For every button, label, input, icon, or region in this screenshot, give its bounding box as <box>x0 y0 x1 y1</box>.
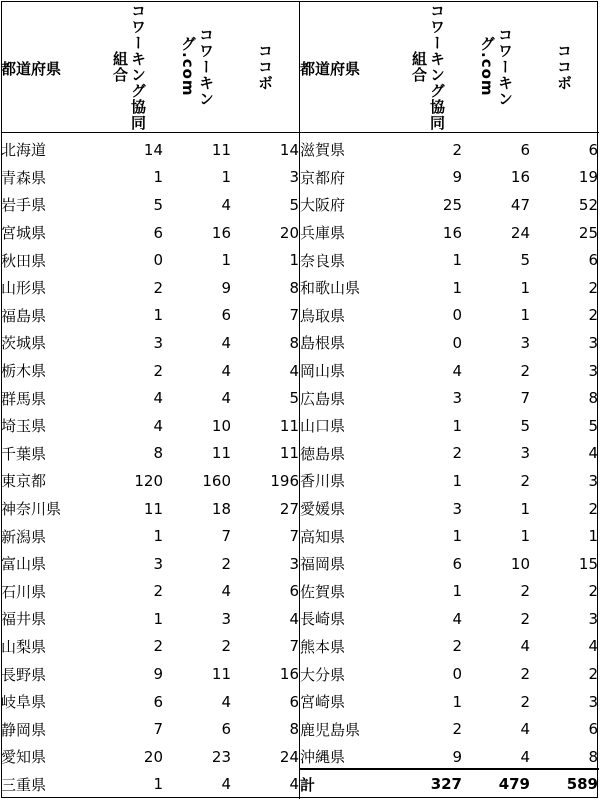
value-col2: 11 <box>211 444 231 463</box>
value-col3: 7 <box>289 306 299 325</box>
value-col3: 3 <box>289 554 299 573</box>
prefecture-cell: 岡山県 <box>300 362 346 381</box>
table-row <box>1 605 299 633</box>
prefecture-cell: 山梨県 <box>1 637 47 656</box>
value-col1: 0 <box>452 306 462 325</box>
value-col2: 4 <box>520 720 530 739</box>
value-col3: 27 <box>279 499 299 518</box>
value-col3: 6 <box>588 140 598 159</box>
value-col3: 2 <box>588 582 598 601</box>
value-col3: 8 <box>588 389 598 408</box>
value-col2: 23 <box>211 747 231 766</box>
value-col1: 1 <box>153 168 163 187</box>
prefecture-cell: 岐阜県 <box>1 693 47 712</box>
value-col2: 7 <box>520 389 530 408</box>
prefecture-cell: 大分県 <box>300 665 346 684</box>
prefecture-cell: 神奈川県 <box>1 500 62 519</box>
total-divider <box>300 768 599 770</box>
value-col3: 14 <box>279 140 299 159</box>
header-col3: ココボ <box>555 42 573 91</box>
prefecture-cell: 高知県 <box>300 527 346 546</box>
value-col1: 4 <box>452 361 462 380</box>
table-row <box>1 743 299 771</box>
value-col1: 9 <box>452 168 462 187</box>
value-col1: 1 <box>452 582 462 601</box>
value-col1: 2 <box>153 637 163 656</box>
prefecture-cell: 大阪府 <box>300 196 346 215</box>
value-col2: 1 <box>221 168 231 187</box>
value-col3: 6 <box>588 720 598 739</box>
value-col1: 8 <box>153 444 163 463</box>
prefecture-cell: 茨城県 <box>1 334 47 353</box>
header-col1: コワーキング協同組合 <box>410 2 446 131</box>
prefecture-cell: 山口県 <box>300 417 346 436</box>
prefecture-cell: 北海道 <box>1 141 47 160</box>
prefecture-cell: 奈良県 <box>300 251 346 270</box>
value-col1: 1 <box>452 278 462 297</box>
value-col3: 11 <box>279 444 299 463</box>
value-col2: 2 <box>520 609 530 628</box>
value-col2: 24 <box>510 223 530 242</box>
prefecture-cell: 香川県 <box>300 472 346 491</box>
table-row <box>1 357 299 385</box>
table-row <box>300 191 598 219</box>
value-col1: 1 <box>153 527 163 546</box>
prefecture-cell: 佐賀県 <box>300 582 346 601</box>
value-col2: 6 <box>221 720 231 739</box>
value-col1: 4 <box>153 389 163 408</box>
value-col3: 11 <box>279 416 299 435</box>
value-col1: 1 <box>452 527 462 546</box>
value-col3: 2 <box>588 306 598 325</box>
value-col1: 14 <box>143 140 163 159</box>
value-col2: 3 <box>520 444 530 463</box>
value-col3: 6 <box>289 582 299 601</box>
value-col1: 4 <box>153 416 163 435</box>
prefecture-cell: 鳥取県 <box>300 306 346 325</box>
value-col1: 1 <box>452 416 462 435</box>
value-col1: 2 <box>153 361 163 380</box>
value-col2: 3 <box>520 333 530 352</box>
table-row <box>300 329 598 357</box>
value-col3: 7 <box>289 637 299 656</box>
header-row <box>300 1 598 136</box>
value-col3: 8 <box>289 720 299 739</box>
value-col1: 2 <box>153 278 163 297</box>
value-col3: 20 <box>279 223 299 242</box>
value-col2: 4 <box>221 361 231 380</box>
value-col1: 0 <box>452 333 462 352</box>
value-col3: 3 <box>588 471 598 490</box>
value-col3: 196 <box>270 471 299 490</box>
header-prefecture: 都道府県 <box>300 60 361 78</box>
table-row <box>1 136 299 164</box>
prefecture-cell: 静岡県 <box>1 720 47 739</box>
prefecture-cell: 東京都 <box>1 472 47 491</box>
value-col3: 15 <box>578 554 598 573</box>
total-col2: 479 <box>498 775 530 794</box>
value-col1: 0 <box>153 251 163 270</box>
value-col2: 2 <box>221 637 231 656</box>
value-col2: 4 <box>221 692 231 711</box>
value-col2: 47 <box>510 195 530 214</box>
value-col2: 1 <box>520 499 530 518</box>
value-col2: 10 <box>211 416 231 435</box>
prefecture-cell: 秋田県 <box>1 251 47 270</box>
value-col1: 9 <box>452 747 462 766</box>
table-row <box>300 384 598 412</box>
table-row <box>1 660 299 688</box>
table-row <box>300 467 598 495</box>
prefecture-cell: 岩手県 <box>1 196 47 215</box>
prefecture-cell: 青森県 <box>1 168 47 187</box>
table-row <box>300 136 598 164</box>
value-col2: 6 <box>520 140 530 159</box>
value-col1: 1 <box>153 306 163 325</box>
prefecture-cell: 群馬県 <box>1 389 47 408</box>
prefecture-cell: 三重県 <box>1 775 47 794</box>
value-col1: 2 <box>452 444 462 463</box>
header-divider <box>1 132 599 133</box>
value-col1: 11 <box>143 499 163 518</box>
value-col3: 1 <box>289 251 299 270</box>
value-col2: 160 <box>202 471 231 490</box>
table-row <box>300 522 598 550</box>
value-col2: 18 <box>211 499 231 518</box>
value-col3: 7 <box>289 527 299 546</box>
table-row <box>1 302 299 330</box>
value-col3: 2 <box>588 499 598 518</box>
value-col1: 16 <box>442 223 462 242</box>
table-row <box>1 191 299 219</box>
value-col3: 4 <box>588 444 598 463</box>
total-col3: 589 <box>566 775 598 794</box>
prefecture-cell: 愛媛県 <box>300 500 346 519</box>
prefecture-cell: 千葉県 <box>1 444 47 463</box>
prefecture-cell: 長崎県 <box>300 610 346 629</box>
prefecture-cell: 滋賀県 <box>300 141 346 160</box>
value-col2: 5 <box>520 416 530 435</box>
header-col2: コワーキング.com <box>179 26 215 107</box>
table-row <box>1 164 299 192</box>
prefecture-cell: 新潟県 <box>1 527 47 546</box>
value-col2: 4 <box>520 637 530 656</box>
table-row <box>300 246 598 274</box>
table-row <box>1 688 299 716</box>
prefecture-cell: 愛知県 <box>1 748 47 767</box>
value-col2: 4 <box>221 775 231 794</box>
value-col3: 19 <box>578 168 598 187</box>
value-col1: 2 <box>153 582 163 601</box>
prefecture-cell: 山形県 <box>1 279 47 298</box>
value-col2: 4 <box>221 582 231 601</box>
table-row <box>1 522 299 550</box>
value-col3: 8 <box>289 333 299 352</box>
table-row <box>300 274 598 302</box>
value-col3: 4 <box>289 361 299 380</box>
value-col2: 2 <box>520 361 530 380</box>
value-col3: 3 <box>289 168 299 187</box>
right-table <box>300 1 598 798</box>
table-row <box>300 633 598 661</box>
value-col1: 0 <box>452 665 462 684</box>
header-row <box>1 1 299 136</box>
prefecture-cell: 長野県 <box>1 665 47 684</box>
value-col2: 10 <box>510 554 530 573</box>
prefecture-cell: 宮城県 <box>1 224 47 243</box>
value-col1: 5 <box>153 195 163 214</box>
value-col1: 1 <box>452 251 462 270</box>
table-row <box>1 467 299 495</box>
prefecture-cell: 富山県 <box>1 555 47 574</box>
value-col3: 16 <box>279 665 299 684</box>
value-col2: 11 <box>211 665 231 684</box>
table-row <box>1 219 299 247</box>
header-prefecture: 都道府県 <box>1 60 62 78</box>
value-col3: 52 <box>578 195 598 214</box>
table-row <box>300 219 598 247</box>
value-col3: 1 <box>588 527 598 546</box>
total-row <box>300 771 598 799</box>
table-row <box>1 384 299 412</box>
value-col1: 7 <box>153 720 163 739</box>
value-col1: 3 <box>452 389 462 408</box>
value-col1: 3 <box>153 554 163 573</box>
value-col2: 16 <box>510 168 530 187</box>
table-row <box>300 550 598 578</box>
prefecture-cell: 和歌山県 <box>300 279 361 298</box>
prefecture-cell: 徳島県 <box>300 444 346 463</box>
value-col1: 1 <box>153 775 163 794</box>
prefecture-cell: 石川県 <box>1 582 47 601</box>
table-row <box>1 412 299 440</box>
value-col1: 3 <box>452 499 462 518</box>
value-col1: 20 <box>143 747 163 766</box>
value-col1: 25 <box>442 195 462 214</box>
value-col2: 1 <box>520 306 530 325</box>
prefecture-cell: 福島県 <box>1 306 47 325</box>
prefecture-cell: 埼玉県 <box>1 417 47 436</box>
table-row <box>1 771 299 799</box>
value-col2: 2 <box>520 471 530 490</box>
table-row <box>300 688 598 716</box>
prefecture-cell: 鹿児島県 <box>300 720 361 739</box>
value-col1: 6 <box>452 554 462 573</box>
value-col2: 9 <box>221 278 231 297</box>
table-row <box>300 743 598 771</box>
value-col3: 4 <box>588 637 598 656</box>
value-col2: 1 <box>520 527 530 546</box>
total-col1: 327 <box>430 775 462 794</box>
value-col2: 7 <box>221 527 231 546</box>
header-col3: ココボ <box>256 42 274 91</box>
prefecture-cell: 兵庫県 <box>300 224 346 243</box>
table-row <box>1 578 299 606</box>
prefecture-cell: 福岡県 <box>300 555 346 574</box>
value-col1: 3 <box>153 333 163 352</box>
table-row <box>300 412 598 440</box>
value-col2: 2 <box>520 665 530 684</box>
value-col3: 8 <box>588 747 598 766</box>
value-col2: 2 <box>221 554 231 573</box>
table-row <box>1 246 299 274</box>
left-table <box>1 1 299 798</box>
prefecture-cell: 広島県 <box>300 389 346 408</box>
table-row <box>300 715 598 743</box>
value-col1: 4 <box>452 609 462 628</box>
value-col3: 4 <box>289 775 299 794</box>
value-col3: 8 <box>289 278 299 297</box>
value-col1: 1 <box>452 692 462 711</box>
prefecture-cell: 熊本県 <box>300 637 346 656</box>
value-col3: 3 <box>588 333 598 352</box>
table-row <box>1 633 299 661</box>
value-col1: 1 <box>452 471 462 490</box>
value-col3: 25 <box>578 223 598 242</box>
value-col2: 4 <box>221 195 231 214</box>
prefecture-cell: 沖縄県 <box>300 748 346 767</box>
value-col3: 2 <box>588 278 598 297</box>
value-col1: 2 <box>452 637 462 656</box>
value-col2: 1 <box>221 251 231 270</box>
header-col2: コワーキング.com <box>478 26 514 107</box>
value-col2: 4 <box>221 333 231 352</box>
value-col1: 2 <box>452 140 462 159</box>
table-row <box>1 550 299 578</box>
value-col1: 9 <box>153 665 163 684</box>
value-col3: 5 <box>289 195 299 214</box>
value-col3: 6 <box>588 251 598 270</box>
prefecture-cell: 福井県 <box>1 610 47 629</box>
value-col1: 1 <box>153 609 163 628</box>
table-row <box>300 495 598 523</box>
prefecture-cell: 京都府 <box>300 168 346 187</box>
value-col2: 2 <box>520 582 530 601</box>
value-col1: 6 <box>153 223 163 242</box>
value-col3: 2 <box>588 665 598 684</box>
table-row <box>300 440 598 468</box>
table-row <box>1 440 299 468</box>
value-col2: 5 <box>520 251 530 270</box>
value-col3: 3 <box>588 361 598 380</box>
table-row <box>300 302 598 330</box>
value-col2: 16 <box>211 223 231 242</box>
value-col2: 6 <box>221 306 231 325</box>
table-row <box>300 164 598 192</box>
prefecture-cell: 栃木県 <box>1 362 47 381</box>
value-col3: 4 <box>289 609 299 628</box>
table-row <box>300 357 598 385</box>
value-col3: 5 <box>289 389 299 408</box>
prefecture-cell: 宮崎県 <box>300 693 346 712</box>
value-col3: 5 <box>588 416 598 435</box>
table-row <box>1 329 299 357</box>
value-col2: 2 <box>520 692 530 711</box>
value-col2: 3 <box>221 609 231 628</box>
value-col2: 4 <box>221 389 231 408</box>
value-col1: 6 <box>153 692 163 711</box>
value-col2: 4 <box>520 747 530 766</box>
value-col3: 6 <box>289 692 299 711</box>
value-col3: 3 <box>588 692 598 711</box>
table-row <box>300 605 598 633</box>
value-col1: 120 <box>134 471 163 490</box>
header-col1: コワーキング協同組合 <box>111 2 147 131</box>
value-col2: 1 <box>520 278 530 297</box>
prefecture-cell: 島根県 <box>300 334 346 353</box>
value-col2: 11 <box>211 140 231 159</box>
center-divider <box>299 1 300 799</box>
table-row <box>300 660 598 688</box>
value-col1: 2 <box>452 720 462 739</box>
table-row <box>1 495 299 523</box>
table-row <box>300 578 598 606</box>
table-row <box>1 274 299 302</box>
value-col3: 24 <box>279 747 299 766</box>
table-row <box>1 715 299 743</box>
total-label: 計 <box>300 775 316 794</box>
value-col3: 3 <box>588 609 598 628</box>
